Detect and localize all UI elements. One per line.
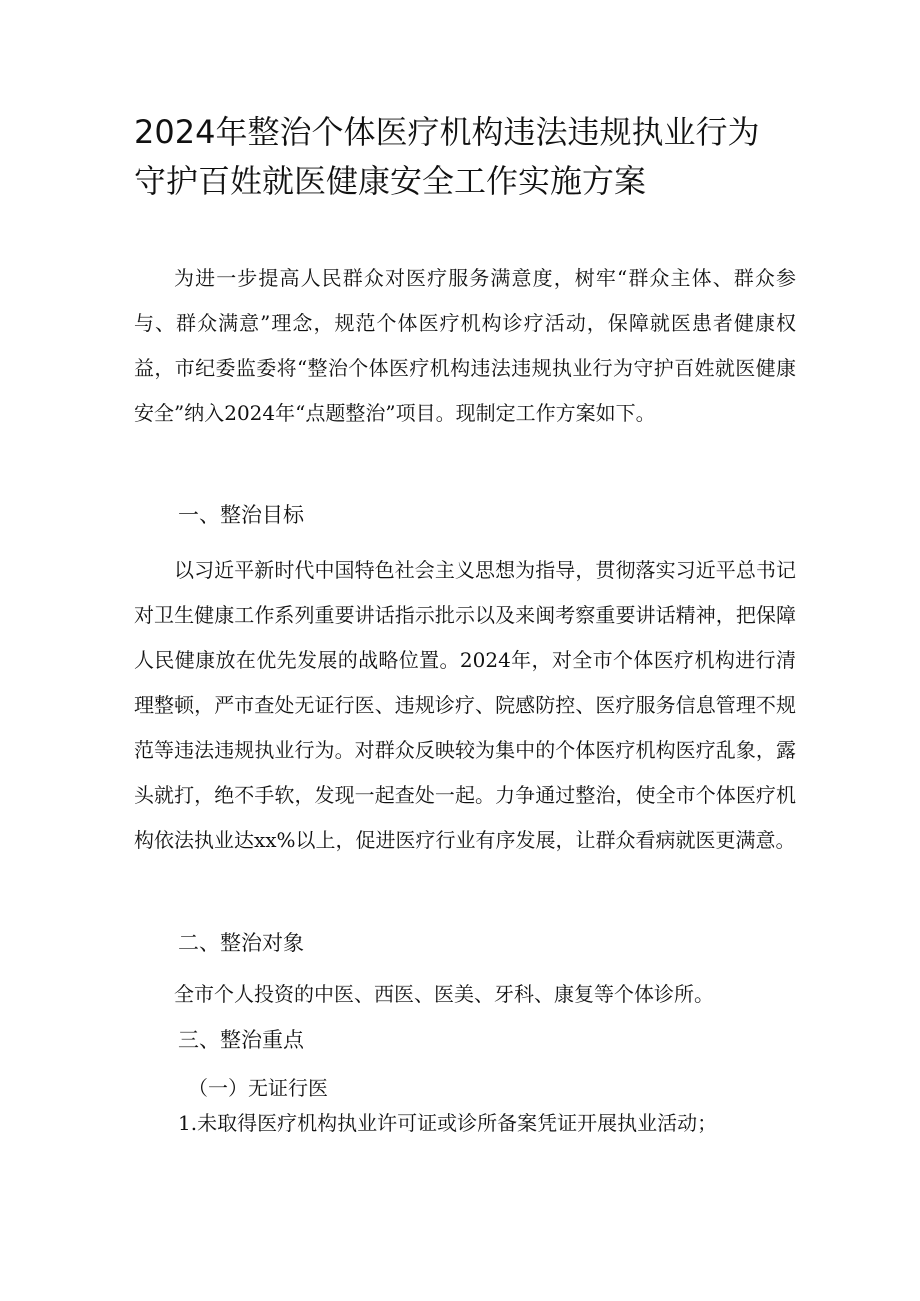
title-line-2: 守护百姓就医健康安全工作实施方案 — [134, 162, 647, 200]
section-goal-paragraph: 以习近平新时代中国特色社会主义思想为指导，贯彻落实习近平总书记对卫生健康工作系列重要讲话指示批示以及来闽考察重要讲话精神，把保障人民健康放在优先发展的战略位置。2024年，对全市个体医疗机构进行清理整顿，严市查处无证行医、违规诊疗、院感防控、医疗服务信息管理不规范等违法违规执业行为。对群众反映较为集中的个体医疗机构医疗乱象，露头就打，绝不手软，发现一起查处一起。力争通过整治，使全市个体医疗机构依法执业达xx%以上，促进医疗行业有序发展，让群众看病就医更满意。 — [134, 558, 796, 852]
intro-paragraph: 为进一步提高人民群众对医疗服务满意度，树牢“群众主体、群众参与、群众满意”理念，规范个体医疗机构诊疗活动，保障就医患者健康权益，市纪委监委将“整治个体医疗机构违法违规执业行为守护百姓就医健康安全”纳入2024年“点题整治”项目。现制定工作方案如下。 — [134, 266, 796, 425]
section-heading-target: 二、整治对象 — [178, 931, 304, 955]
list-item: 1.未取得医疗机构执业许可证或诊所备案凭证开展执业活动； — [178, 1111, 718, 1135]
section-target-paragraph: 全市个人投资的中医、西医、医美、牙科、康复等个体诊所。 — [174, 982, 714, 1006]
subsection-heading-unlicensed: （一）无证行医 — [188, 1076, 328, 1100]
title-line-1: 2024年整治个体医疗机构违法违规执业行为 — [134, 113, 760, 151]
section-heading-focus: 三、整治重点 — [178, 1028, 304, 1052]
document-title — [134, 108, 814, 206]
section-heading-goal: 一、整治目标 — [178, 503, 304, 527]
